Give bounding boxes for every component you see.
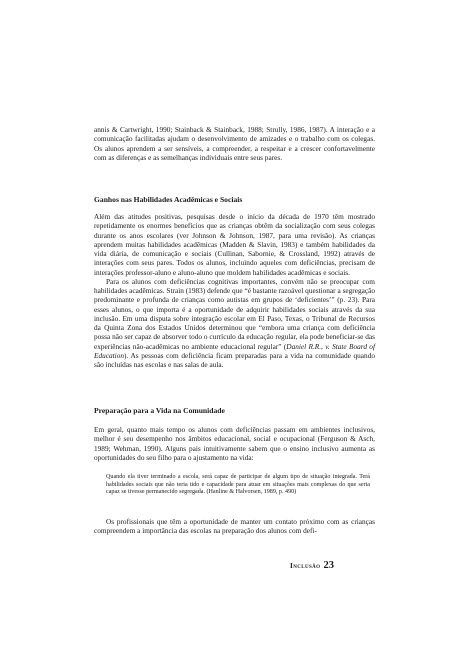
- section-academic-social-body: [94, 212, 375, 369]
- running-title: Inclusão: [290, 562, 321, 570]
- page-number: 23: [323, 560, 334, 571]
- intro-block: [94, 125, 375, 162]
- case-citation: Daniel R.R., v. State Board of Education: [94, 341, 375, 360]
- section2-paragraph-2: Os profissionais que têm a oportunidade de manter um contato próximo com as crianças compreendem a importância das escolas na preparação dos alunos com defi-: [94, 517, 375, 536]
- paragraph-text: ). As pessoas com deficiência ficam preparadas para a vida na comunidade quando são incluídas nas escolas e nas salas de aula.: [94, 350, 375, 369]
- section2-closing: [94, 517, 375, 536]
- section-heading-community-life: Preparação para a Vida na Comunidade: [94, 406, 225, 415]
- page-footer: [290, 560, 334, 571]
- section-community-life-body: [94, 425, 375, 462]
- section-heading-academic-social: Ganhos nas Habilidades Acadêmicas e Sociais: [94, 195, 243, 204]
- section2-paragraph-1: Em geral, quanto mais tempo os alunos com deficiências passam em ambientes inclusivos, melhor é seu desempenho nos âmbitos educacional, social e ocupacional (Ferguson & Asch, 1989; Wehman, 1990). Alguns pais intuitivamente sabem que o ensino inclusivo aumenta as oportunidades do seu filho para o ajustamento na vida:: [94, 425, 375, 462]
- section1-paragraph-2: [94, 277, 375, 370]
- intro-paragraph: annis & Cartwright, 1990; Stainback & Stainback, 1988; Strully, 1986, 1987). A interação e a comunicação facilitadas ajudam o desenvolvimento de amizades e o trabalho com os colegas. Os alunos aprendem a ser sensíveis, a compreender, a respeitar e a crescer confortavelmente com as diferenças e as semelhanças individuais entre seus pares.: [94, 125, 375, 162]
- block-quote: Quando ela tiver terminado a escola, será capaz de participar de algum tipo de situação integrada. Terá habilidades sociais que não teria tido e capacidade para atuar em situações mais complexas do que seria capaz se tivesse permanecido segregada. (Hanline & Halvorsen, 1989, p. 490): [106, 474, 370, 496]
- paragraph-text: Para os alunos com deficiências cognitivas importantes, convém não se preocupar com habilidades acadêmicas. Strain (1983) defende que “é bastante razoável questionar a segregação predominante e profunda de crianças como autistas em grupos de ‘deficientes’” (p. 23). Para esses alunos, o que importa é a oportunidade de adquirir habilidades sociais através da sua inclusão. Em uma disputa sobre integração escolar em El Paso, Texas, o Tribunal de Recursos da Quinta Zona dos Estados Unidos determinou que “embora uma criança com deficiência possa não ser capaz de absorver todo o currículo da educação regular, ela pode beneficiar-se das experiências não-acadêmicas no ambiente educacional regular” (: [94, 276, 375, 351]
- section1-paragraph-1: Além das atitudes positivas, pesquisas desde o início da década de 1970 têm mostrado repetidamente os enormes benefícios que as crianças obtêm da socialização com seus colegas durante os anos escolares (ver Johnson & Johnson, 1987, para uma revisão). As crianças aprendem muitas habilidades acadêmicas (Madden & Slavin, 1983) e também habilidades da vida diária, de comunicação e sociais (Cullinan, Sabornie, & Crossland, 1992) através de interações com seus pares. Todos os alunos, incluindo aqueles com deficiências, precisam de interações professor-aluno e aluno-aluno que moldem habilidades acadêmicas e sociais.: [94, 212, 375, 277]
